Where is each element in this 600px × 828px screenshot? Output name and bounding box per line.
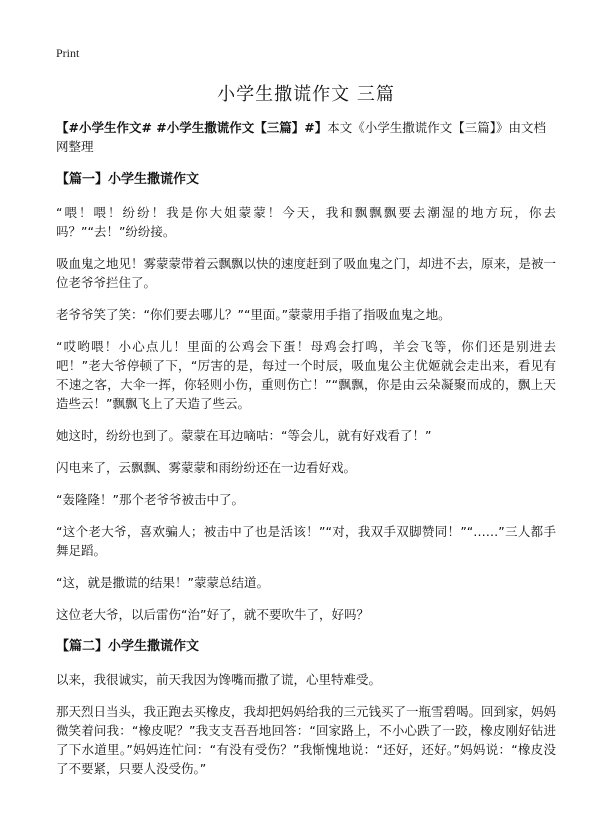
paragraph: “喂！喂！纷纷！我是你大姐蒙蒙！今天，我和飘飘飘要去潮湿的地方玩，你去吗？”“去！”纷纷接。	[56, 205, 556, 239]
section-heading-2: 【篇二】小学生撒谎作文	[56, 639, 200, 654]
paragraph: 以来，我很诚实，前天我因为馋嘴而撒了谎，心里特难受。	[56, 672, 382, 687]
intro-paragraph	[56, 118, 556, 156]
intro-text: 本文《小学生撒谎作文【三篇】》由文档网整理	[56, 120, 547, 154]
paragraph: 那天烈日当头，我正跑去买橡皮，我却把妈妈给我的三元钱买了一瓶雪碧喝。回到家，妈妈微笑着问我：“橡皮呢？”我支支吾吾地回答：“回家路上，不小心跌了一跤，橡皮刚好钻进了下水道里。”妈妈连忙问：“有没有受伤？”我惭愧地说：“还好，还好。”妈妈说：“橡皮没了不要紧，只要人没受伤。”	[56, 704, 557, 776]
document-body	[56, 118, 556, 791]
section-heading-1: 【篇一】小学生撒谎作文	[56, 172, 200, 187]
page-title: 小学生撒谎作文 三篇	[217, 84, 395, 105]
print-link[interactable]: Print	[56, 46, 80, 60]
paragraph: 这位老大爷，以后雷伤“治”好了，就不要吹牛了，好吗？	[56, 607, 369, 622]
paragraph: 她这时，纷纷也到了。蒙蒙在耳边嘀咕：“等会儿，就有好戏看了！”	[56, 428, 432, 443]
paragraph: “轰隆隆！”那个老爷爷被击中了。	[56, 492, 244, 507]
paragraph: “这，就是撒谎的结果！”蒙蒙总结道。	[56, 575, 269, 590]
intro-tags: 【#小学生作文# #小学生撒谎作文【三篇】#】	[56, 120, 328, 135]
paragraph: 闪电来了，云飘飘、雾蒙蒙和雨纷纷还在一边看好戏。	[56, 460, 357, 475]
paragraph: 老爷爷笑了笑：“你们要去哪儿？”“里面。”蒙蒙用手指了指吸血鬼之地。	[56, 307, 451, 322]
paragraph: “这个老大爷，喜欢骗人；被击中了也是活该！”“对，我双手双脚赞同！”“……”三人都手舞足蹈。	[56, 524, 556, 558]
paragraph: “哎哟喂！小心点儿！里面的公鸡会下蛋！母鸡会打鸣，羊会飞等，你们还是别进去吧！”老大爷停顿了下，“厉害的是，每过一个时辰，吸血鬼公主优姬就会走出来，看见有不速之客，大伞一挥，你轻则小伤，重则伤亡！”“飘飘，你是由云朵凝聚而成的，飘上天造些云！”飘飘飞上了天造了些云。	[56, 339, 556, 411]
paragraph: 吸血鬼之地见！雾蒙蒙带着云飘飘以快的速度赶到了吸血鬼之门，却进不去，原来，是被一位老爷爷拦住了。	[56, 256, 557, 290]
